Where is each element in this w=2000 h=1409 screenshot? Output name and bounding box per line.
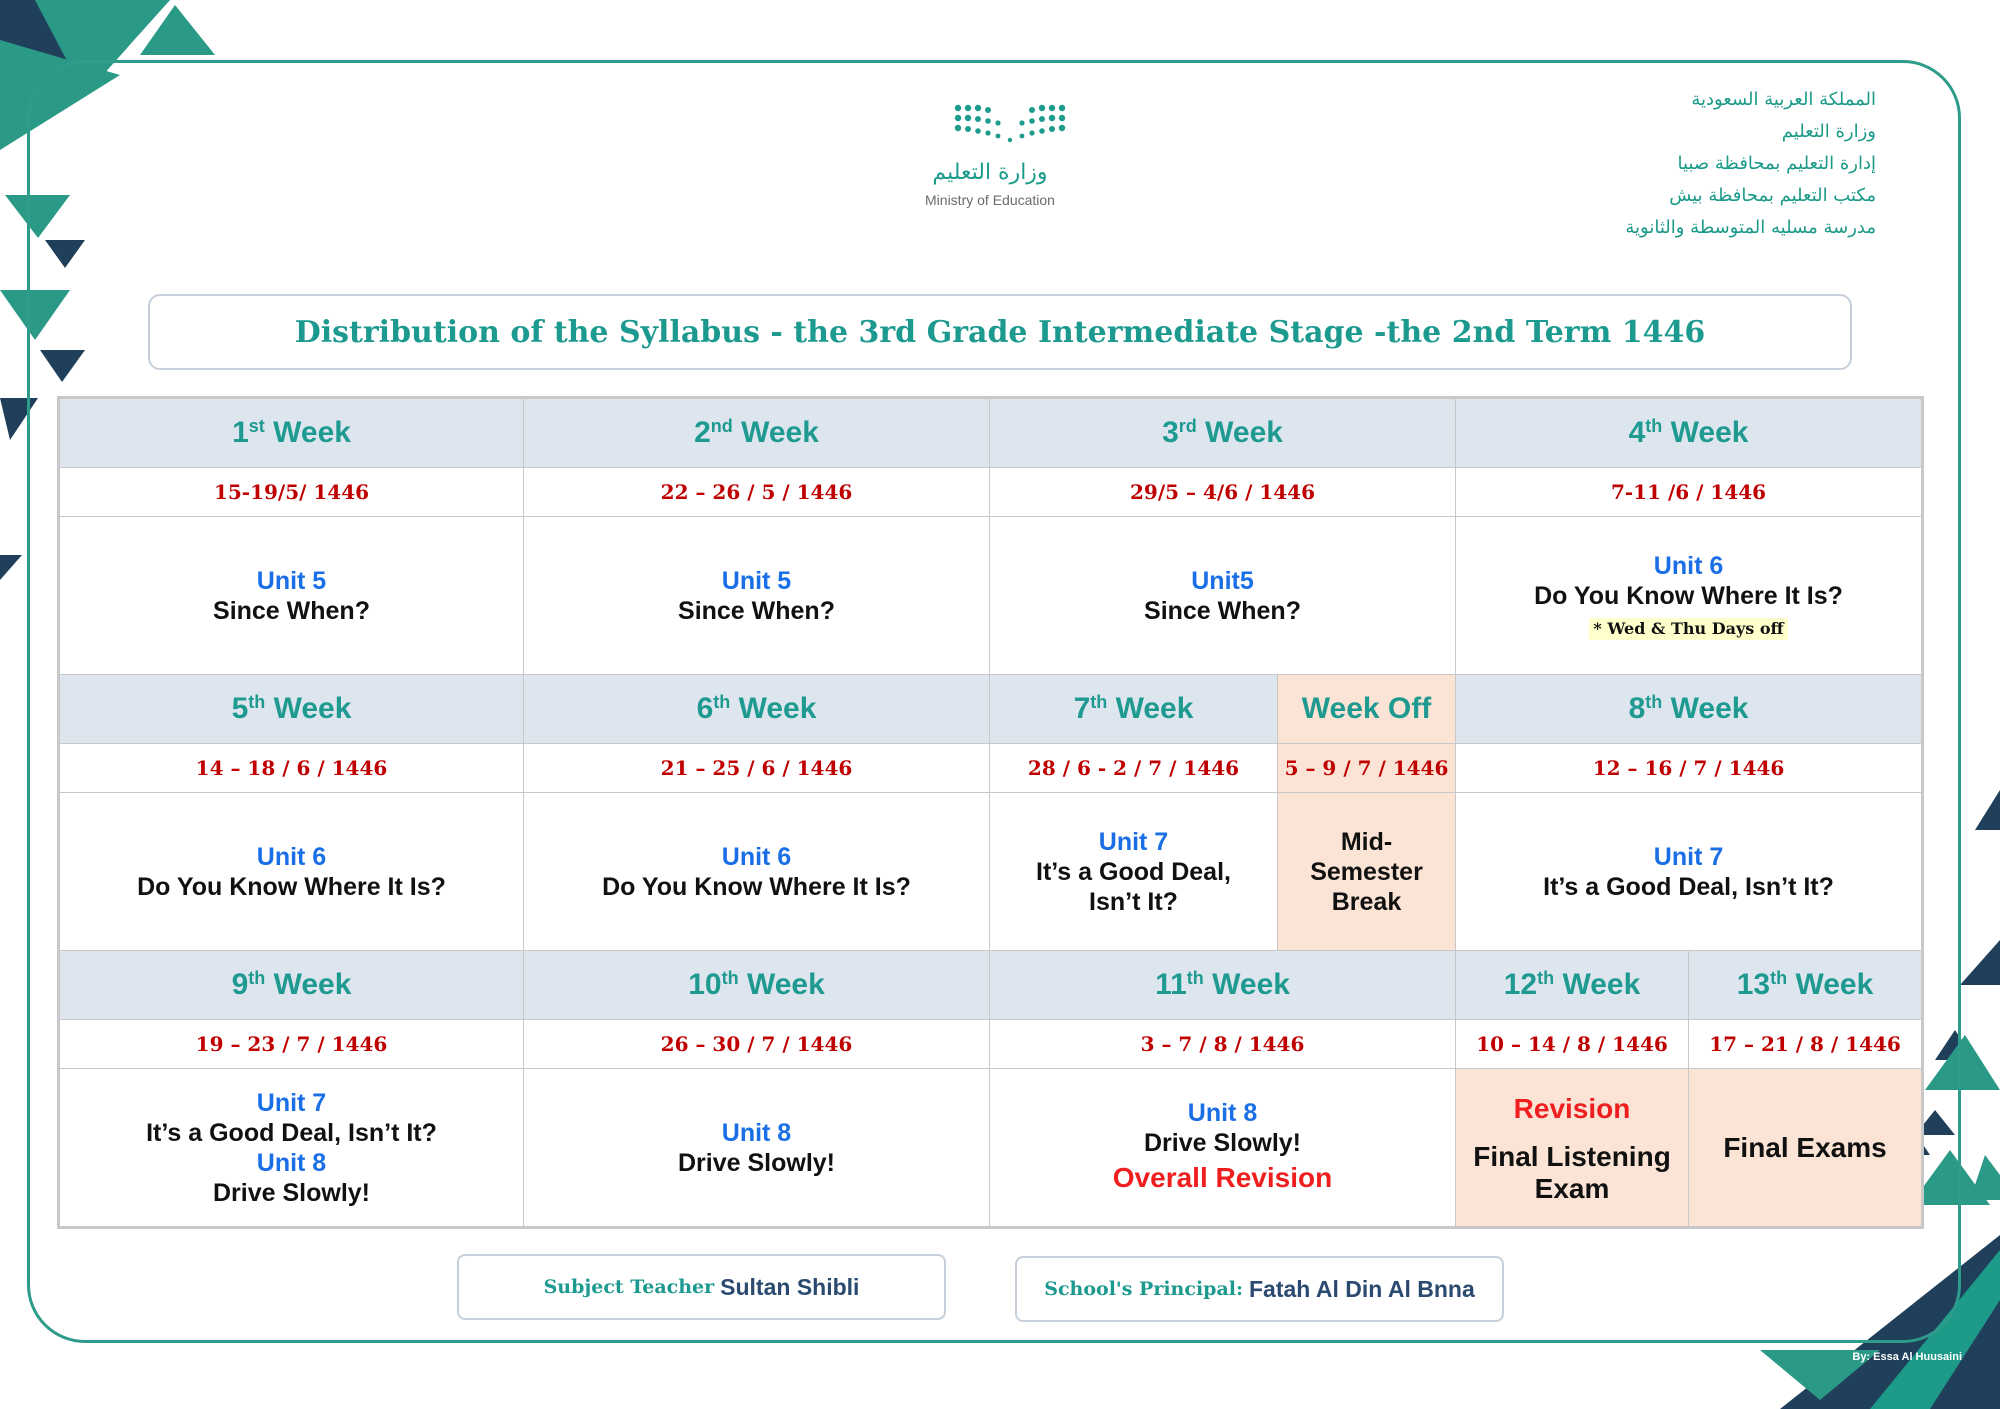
unit-label: Unit 6 — [1653, 551, 1724, 580]
logo-english-text: Ministry of Education — [925, 192, 1055, 208]
header-line-office: مكتب التعليم بمحافظة بيش — [1669, 185, 1876, 206]
final-listening-label: Final Listening — [1473, 1140, 1671, 1172]
week-header: 10th Week — [524, 951, 990, 1020]
final-listening-label: Exam — [1534, 1172, 1610, 1204]
unit-label: Unit 7 — [1098, 827, 1169, 856]
lesson-title: It’s a Good Deal, Isn’t It? — [1543, 872, 1834, 901]
principal-box — [1015, 1256, 1504, 1322]
week-date: 10 – 14 / 8 / 1446 — [1456, 1020, 1689, 1069]
week-content — [524, 517, 990, 675]
final-exams-label: Final Exams — [1723, 1131, 1887, 1163]
week-content — [1689, 1069, 1923, 1228]
mid-semester-break — [1278, 793, 1456, 951]
week-header: 3rd Week — [990, 398, 1456, 468]
week-header: 11th Week — [990, 951, 1456, 1020]
break-line: Break — [1331, 887, 1402, 916]
header-line-kingdom: المملكة العربية السعودية — [1691, 89, 1876, 110]
break-line: Semester — [1310, 857, 1423, 886]
unit-label: Unit 6 — [256, 842, 327, 871]
lesson-title: Do You Know Where It Is? — [602, 872, 911, 901]
week-header: 4th Week — [1456, 398, 1923, 468]
week-header: 1st Week — [59, 398, 524, 468]
week-content — [524, 1069, 990, 1228]
lesson-title: Drive Slowly! — [1144, 1128, 1301, 1157]
week-header: 5th Week — [59, 675, 524, 744]
week-content — [59, 517, 524, 675]
week-content — [1456, 793, 1923, 951]
lesson-title: Since When? — [1144, 596, 1301, 625]
ministry-dots-icon — [870, 96, 1110, 156]
lesson-title: Drive Slowly! — [678, 1148, 835, 1177]
unit-label: Unit 8 — [721, 1118, 792, 1147]
unit-label: Unit5 — [1191, 566, 1254, 595]
unit-label: Unit 5 — [721, 566, 792, 595]
unit-label: Unit 8 — [256, 1148, 327, 1177]
unit-label: Unit 7 — [256, 1088, 327, 1117]
teacher-label: Subject Teacher — [543, 1276, 715, 1298]
week-content — [1456, 517, 1923, 675]
week-date: 14 – 18 / 6 / 1446 — [59, 744, 524, 793]
week-header: 2nd Week — [524, 398, 990, 468]
unit-label: Unit 5 — [256, 566, 327, 595]
week-date: 17 – 21 / 8 / 1446 — [1689, 1020, 1923, 1069]
week-date: 21 – 25 / 6 / 1446 — [524, 744, 990, 793]
lesson-title: Do You Know Where It Is? — [137, 872, 446, 901]
week-content — [990, 1069, 1456, 1228]
week-date: 19 – 23 / 7 / 1446 — [59, 1020, 524, 1069]
week-date: 7-11 /6 / 1446 — [1456, 468, 1923, 517]
revision-label: Revision — [1513, 1092, 1631, 1124]
unit-label: Unit 7 — [1653, 842, 1724, 871]
header-line-administration: إدارة التعليم بمحافظة صبيا — [1677, 153, 1876, 174]
logo-arabic-text: وزارة التعليم — [932, 160, 1048, 185]
days-off-note: * Wed & Thu Days off — [1589, 618, 1787, 640]
week-content — [59, 1069, 524, 1228]
lesson-title: It’s a Good Deal, Isn’t It? — [146, 1118, 437, 1147]
teacher-name: Sultan Shibli — [720, 1273, 860, 1300]
header-line-ministry: وزارة التعليم — [1781, 121, 1876, 142]
unit-label: Unit 8 — [1187, 1098, 1258, 1127]
week-date: 15-19/5/ 1446 — [59, 468, 524, 517]
week-content — [1456, 1069, 1689, 1228]
week-header: 7th Week — [990, 675, 1278, 744]
page-title: Distribution of the Syllabus - the 3rd Grade Intermediate Stage -the 2nd Term 1446 — [148, 294, 1852, 370]
arabic-header — [1396, 84, 1876, 244]
principal-label: School's Principal: — [1044, 1278, 1243, 1300]
week-header: 6th Week — [524, 675, 990, 744]
week-content — [990, 793, 1278, 951]
subject-teacher-box — [457, 1254, 946, 1320]
author-credit: By: Essa Al Huusaini — [1852, 1351, 1962, 1363]
week-date: 12 – 16 / 7 / 1446 — [1456, 744, 1923, 793]
week-date: 3 – 7 / 8 / 1446 — [990, 1020, 1456, 1069]
week-date: 22 – 26 / 5 / 1446 — [524, 468, 990, 517]
week-date: 26 – 30 / 7 / 1446 — [524, 1020, 990, 1069]
week-header: 12th Week — [1456, 951, 1689, 1020]
unit-label: Unit 6 — [721, 842, 792, 871]
week-content — [524, 793, 990, 951]
week-content — [59, 793, 524, 951]
principal-name: Fatah Al Din Al Bnna — [1249, 1275, 1475, 1302]
overall-revision: Overall Revision — [1112, 1161, 1333, 1193]
header-line-school: مدرسة مسليه المتوسطة والثانوية — [1625, 217, 1876, 238]
lesson-title: Since When? — [678, 596, 835, 625]
break-line: Mid- — [1340, 827, 1393, 856]
week-header: 9th Week — [59, 951, 524, 1020]
lesson-title: It’s a Good Deal, — [1036, 857, 1231, 886]
week-header: 8th Week — [1456, 675, 1923, 744]
lesson-title: Do You Know Where It Is? — [1534, 581, 1843, 610]
week-date: 28 / 6 - 2 / 7 / 1446 — [990, 744, 1278, 793]
week-content — [990, 517, 1456, 675]
week-date: 29/5 – 4/6 / 1446 — [990, 468, 1456, 517]
lesson-title: Since When? — [213, 596, 370, 625]
lesson-title: Isn’t It? — [1089, 887, 1178, 916]
week-off-date: 5 – 9 / 7 / 1446 — [1278, 744, 1456, 793]
lesson-title: Drive Slowly! — [213, 1178, 370, 1207]
week-off-header: Week Off — [1278, 675, 1456, 744]
week-header: 13th Week — [1689, 951, 1923, 1020]
ministry-logo — [870, 96, 1110, 216]
syllabus-table — [57, 396, 1924, 1229]
